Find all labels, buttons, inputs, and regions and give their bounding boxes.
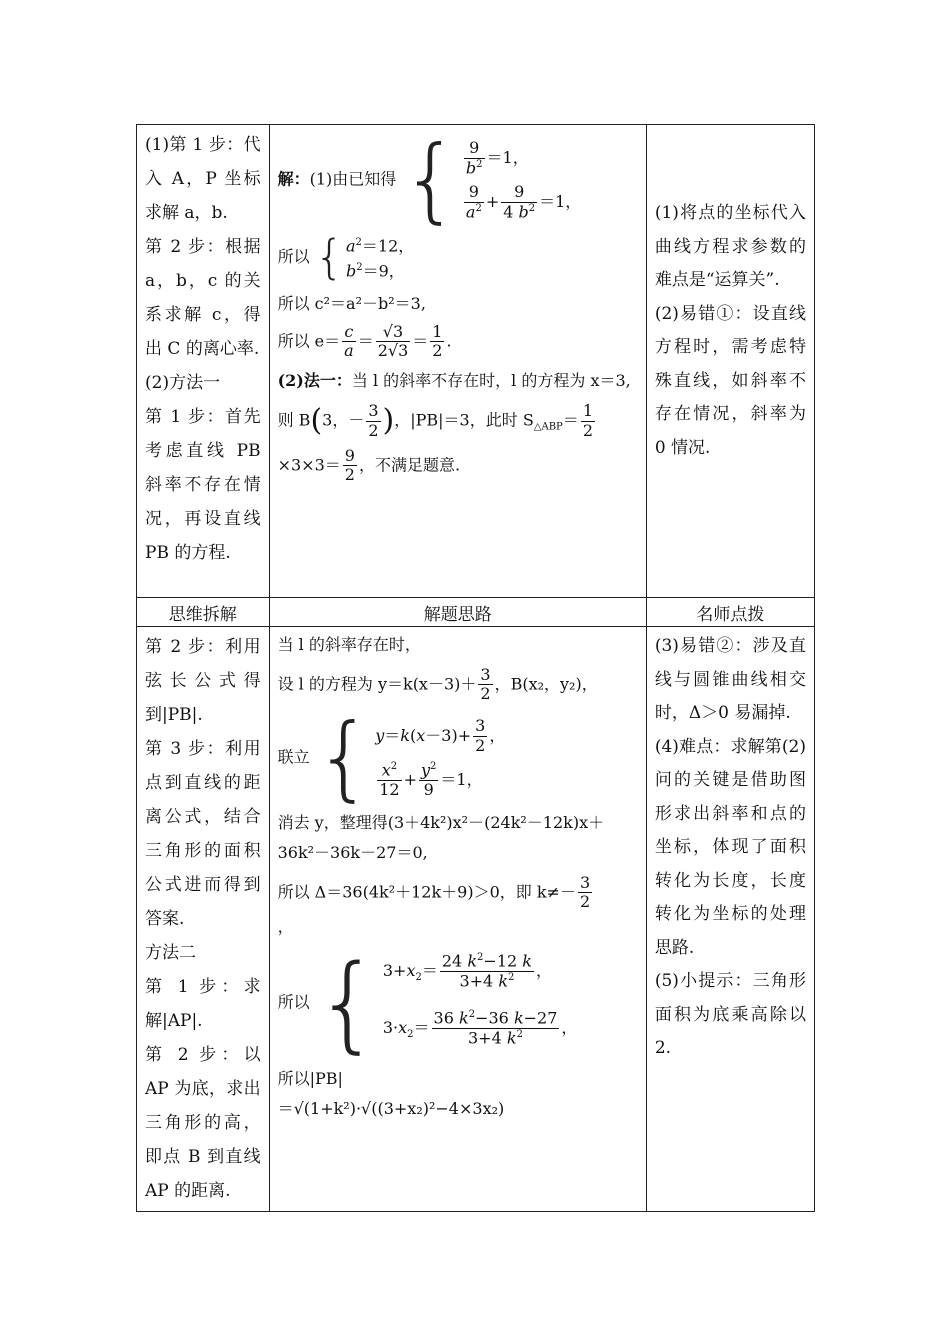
solution-text: △ABP <box>533 422 563 434</box>
table-header-row <box>137 598 815 627</box>
table-row <box>137 125 815 598</box>
solution-text: 则 B <box>277 410 311 430</box>
tip-text: (4)难点：求解第(2)问的关键是借助图形求出斜率和点的坐标，体现了面积转化为长度，长度转化为坐标的处理思路. <box>654 736 806 958</box>
tips-cell-2 <box>646 627 814 1212</box>
solution-text: ，B(x₂，y₂)， <box>494 674 598 694</box>
solution-text: 所以 e＝ <box>277 331 341 351</box>
analysis-table <box>136 124 815 1212</box>
tip-text: (2)易错①：设直线方程时，需考虑特殊直线，如斜率不存在情况，斜率为 0 情况. <box>654 303 806 458</box>
solution-text: 联立 <box>277 747 310 767</box>
header-tips: 名师点拨 <box>646 598 814 627</box>
step-text: 第 1 步：首先考虑直线 PB 斜率不存在情况，再设直线 PB 的方程. <box>145 407 261 563</box>
equation-system: { y＝k(x－3)+ $\frac{3}{2}$ ， $\frac{x^2}{12}$ + $\frac{y^2}{9}$ ＝1， <box>314 703 506 811</box>
solution-text: (1)由已知得 <box>309 169 397 189</box>
equation-system: { $3+x_2=$ $\frac{24 k^2-12 k}{3+4 k^2}$ ， $3\cdot x_2=$ $\frac{36 k^2-36 k-27}{3+4 k^2}$ ， <box>314 941 578 1064</box>
solution-text: 所以 Δ＝36(4k²＋12k＋9)＞0，即 k≠－ <box>277 882 576 902</box>
header-solution: 解题思路 <box>269 598 646 627</box>
table-row <box>137 627 815 1212</box>
header-thinking: 思维拆解 <box>137 598 270 627</box>
solution-text: 消去 y，整理得(3＋4k²)x²－(24k²－12k)x＋ <box>277 812 605 832</box>
step-text: 第 2 步：利用弦长公式得到|PB|. <box>145 637 261 725</box>
step-text: 第 2 步：根据 a，b，c 的关系求解 c，得出 C 的离心率. <box>145 237 261 359</box>
step-text: 方法二 <box>145 943 196 963</box>
tip-text: (3)易错②：涉及直线与圆锥曲线相交时，Δ＞0 易漏掉. <box>654 636 806 723</box>
tips-cell-1 <box>646 125 814 598</box>
solution-text: 所以 <box>277 246 310 266</box>
solution-cell-1: 解：(1)由已知得 { $\frac{9}{b^2}$ ＝1， $\frac{9}{a^2}$ + $\frac{9}{4 b^2}$ ＝1， 所以 { $a^2=12$， $b^2=9$， 所以 c²＝a²－b²＝3, 所以 e＝ $\frac{c}{a}$ ＝ $\frac{√3}{2√3}$ ＝ $\frac{1}{2}$ . (2)法一：当 l 的斜率不存在时，l 的方程为 x＝3, 则 B(3，－ $\frac{3}{2}$ )，|PB|＝3，此时 $S_{\triangle ABP}=$ $\frac{1}{2}$ ×3×3＝ $\frac{9}{2}$ ，不满足题意. <box>269 125 646 598</box>
step-text: 第 3 步：利用点到直线的距离公式，结合三角形的面积公式进而得到答案. <box>145 739 261 929</box>
step-text: (2)方法一 <box>145 373 221 393</box>
equation-system: { $a^2=12$， $b^2=9$， <box>314 230 415 285</box>
solution-label: 解： <box>277 169 310 189</box>
method-label: 法一： <box>303 371 352 391</box>
step-text: 第 1 步：求解|AP|. <box>145 977 261 1031</box>
thinking-cell-2 <box>137 627 270 1212</box>
solution-text: ， <box>277 916 294 936</box>
solution-cell-2: 当 l 的斜率存在时， 设 l 的方程为 y＝k(x－3)＋ $\frac{3}{2}$ ，B(x₂，y₂)， 联立 { y＝k(x－3)+ $\frac{3}{2}$ ， $\frac{x^2}{12}$ + $\frac{y^2}{9}$ ＝1， 消去 y，整理得(3＋4k²)x²－(24k²－12k)x＋ 36k²－36k－27＝0, 所以 Δ＝36(4k²＋12k＋9)＞0，即 k≠－ $\frac{3}{2}$ ， 所以 { $3+x_2=$ $\frac{24 k^2-12 k}{3+4 k^2}$ ， $3\cdot x_2=$ $\frac{36 k^2-36 k-27}{3+4 k^2}$ ， 所以|PB| ＝√(1+k²)·√((3+x₂)²−4×3x₂) <box>269 627 646 1212</box>
solution-text: 所以|PB| <box>277 1068 343 1088</box>
solution-text: 当 l 的斜率不存在时，l 的方程为 x＝3, <box>351 371 631 391</box>
solution-text: ，|PB|＝3，此时 S <box>394 410 534 430</box>
equation-system: { $\frac{9}{b^2}$ ＝1， $\frac{9}{a^2}$ + $\frac{9}{4 b^2}$ ＝1， <box>401 126 582 233</box>
step-text: (1)第 1 步：代入 A，P 坐标求解 a，b. <box>145 135 261 223</box>
solution-text: 36k²－36k－27＝0, <box>277 842 428 862</box>
solution-text: ×3×3＝ <box>277 455 341 475</box>
solution-text: ＝√(1+k²)·√((3+x₂)²−4×3x₂) <box>277 1098 505 1118</box>
step-text: 第 2 步：以 AP 为底，求出三角形的高，即点 B 到直线 AP 的距离. <box>145 1045 261 1201</box>
thinking-cell-1 <box>137 125 270 598</box>
solution-text: 设 l 的方程为 y＝k(x－3)＋ <box>277 674 477 694</box>
tip-text: (1)将点的坐标代入曲线方程求参数的难点是“运算关”. <box>654 203 806 290</box>
solution-text: 3，－ <box>322 410 365 430</box>
solution-text: 所以 c²＝a²－b²＝3, <box>277 293 426 313</box>
solution-text: 当 l 的斜率存在时， <box>277 635 421 654</box>
solution-text: ，不满足题意. <box>358 455 461 475</box>
solution-text: 所以 <box>277 992 310 1012</box>
tip-text: (5)小提示：三角形面积为底乘高除以2. <box>654 971 806 1058</box>
